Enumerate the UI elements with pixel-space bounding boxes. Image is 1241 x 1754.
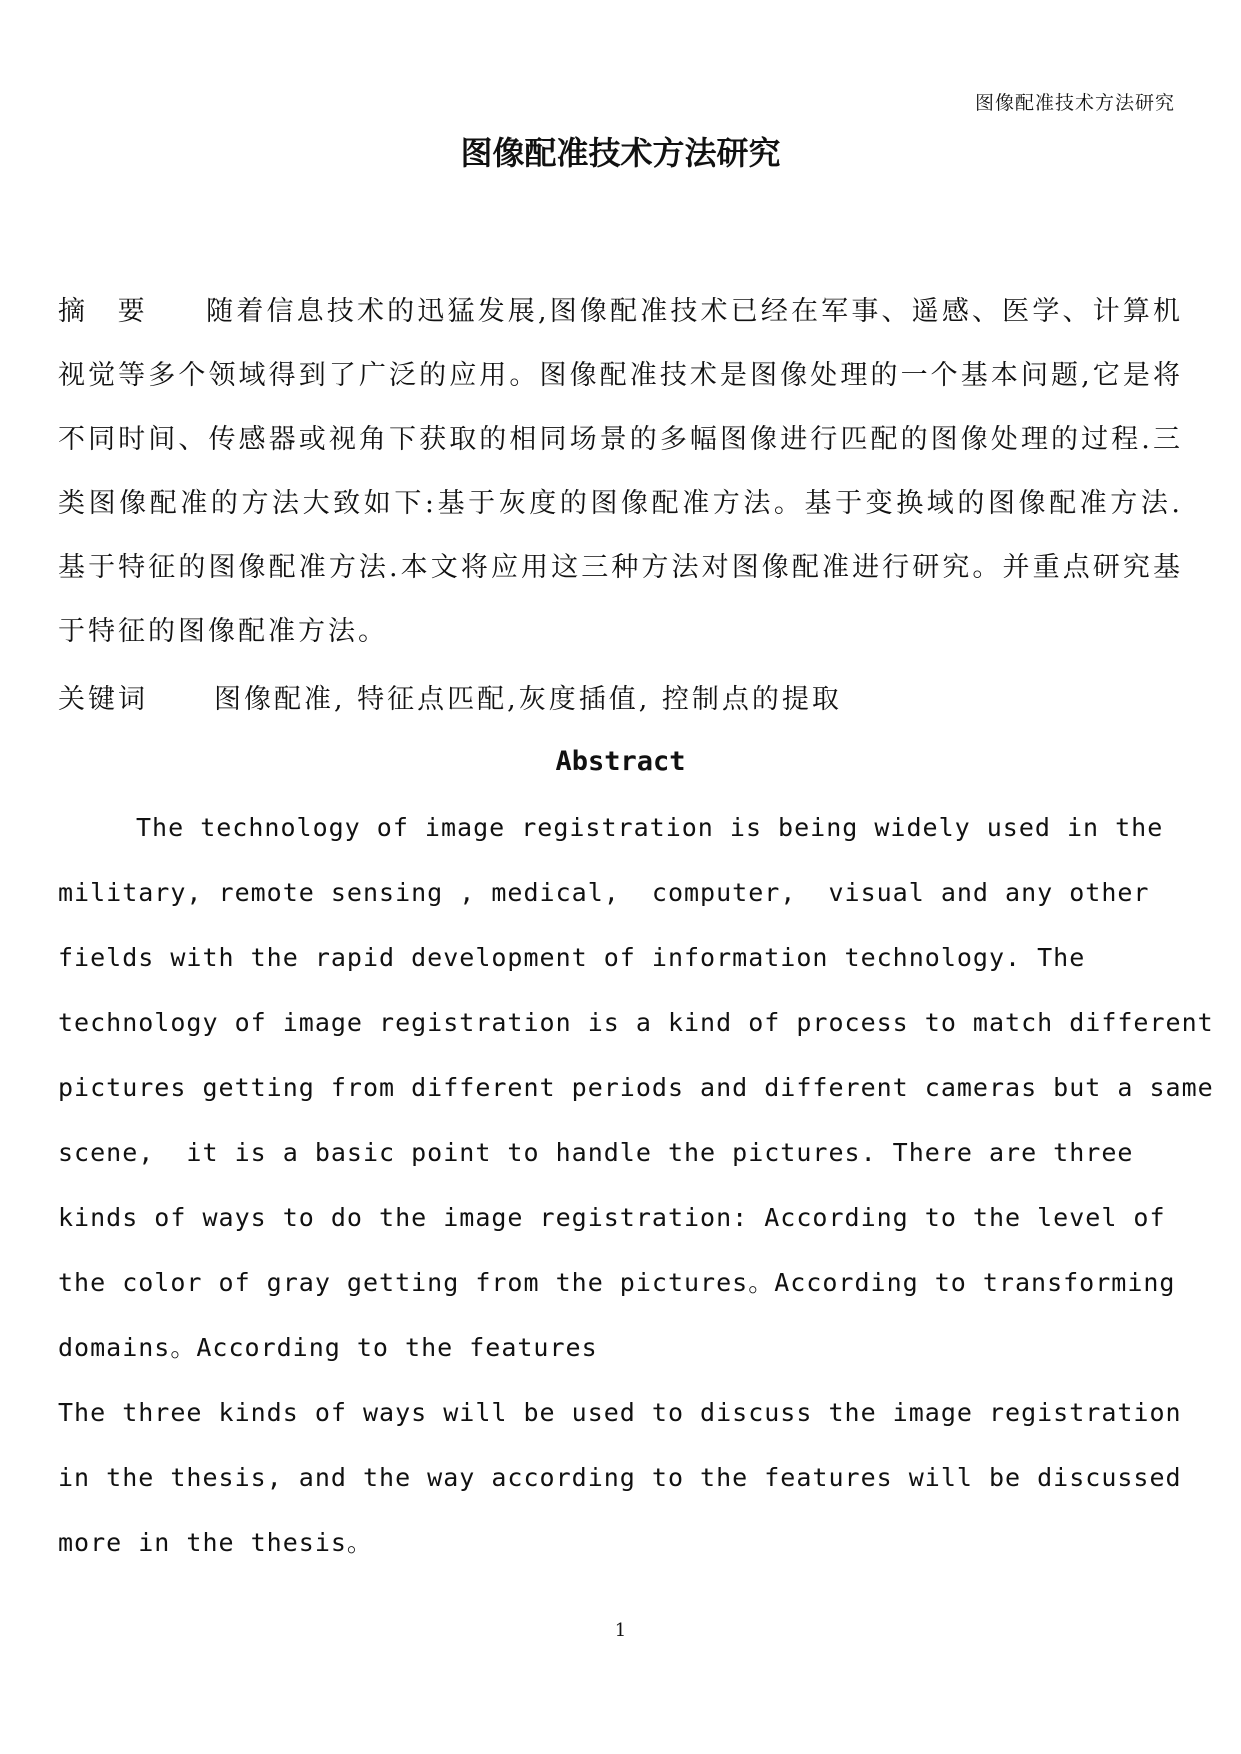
chinese-abstract-label: 摘 要 xyxy=(58,296,157,327)
keywords xyxy=(58,668,1183,732)
page-number: 1 xyxy=(614,1620,627,1641)
english-abstract-heading: Abstract xyxy=(555,746,686,777)
english-abstract-paragraph-2: The three kinds of ways will be used to discuss the image registration in the thesis, and the way according to the features will be discussed more in the thesis。 xyxy=(58,1398,1198,1557)
running-header: 图像配准技术方法研究 xyxy=(974,92,1175,114)
chinese-abstract xyxy=(58,280,1183,664)
keywords-label: 关键词 xyxy=(58,684,148,715)
english-abstract-paragraph-1: The technology of image registration is being widely used in the military, remote sensing , medical, computer, visual and any other fields with the rapid development of information technology. The technology of image registration is a kind of process to match different pictures getting from different periods and different cameras but a same scene, it is a basic point to handle the pictures. There are three kinds of ways to do the image registration: According to the level of the color of gray getting from the pictures。According to transforming domains。According to the features xyxy=(58,813,1230,1362)
chinese-abstract-text: 随着信息技术的迅猛发展,图像配准技术已经在军事、遥感、医学、计算机视觉等多个领域得到了广泛的应用。图像配准技术是图像处理的一个基本问题,它是将不同时间、传感器或视角下获取的相同场景的多幅图像进行匹配的图像处理的过程.三类图像配准的方法大致如下:基于灰度的图像配准方法。基于变换域的图像配准方法.基于特征的图像配准方法.本文将应用这三种方法对图像配准进行研究。并重点研究基于特征的图像配准方法。 xyxy=(58,296,1183,647)
document-title: 图像配准技术方法研究 xyxy=(460,134,781,172)
keywords-text: 图像配准, 特征点匹配,灰度插值, 控制点的提取 xyxy=(214,684,842,715)
